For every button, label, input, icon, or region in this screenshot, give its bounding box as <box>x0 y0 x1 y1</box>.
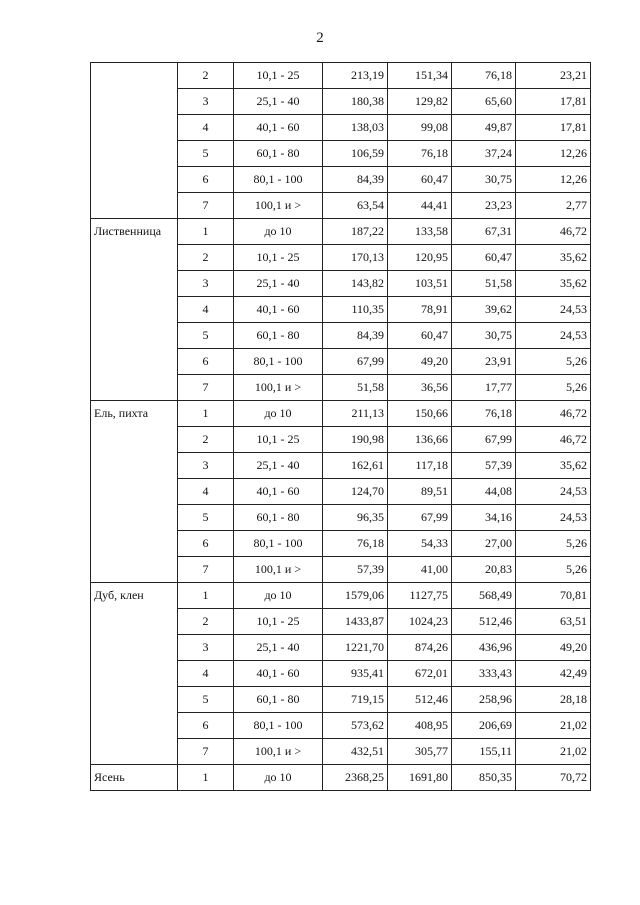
value-cell-3: 67,99 <box>452 427 516 453</box>
value-cell-2: 874,26 <box>388 635 452 661</box>
group-cell: 4 <box>178 479 234 505</box>
value-cell-4: 2,77 <box>516 193 591 219</box>
value-cell-4: 12,26 <box>516 141 591 167</box>
value-cell-3: 44,08 <box>452 479 516 505</box>
value-cell-4: 17,81 <box>516 115 591 141</box>
group-cell: 7 <box>178 375 234 401</box>
value-cell-1: 187,22 <box>323 219 388 245</box>
value-cell-2: 151,34 <box>388 63 452 89</box>
value-cell-2: 136,66 <box>388 427 452 453</box>
value-cell-3: 65,60 <box>452 89 516 115</box>
value-cell-3: 333,43 <box>452 661 516 687</box>
diameter-range-cell: 10,1 - 25 <box>234 427 323 453</box>
value-cell-2: 408,95 <box>388 713 452 739</box>
diameter-range-cell: до 10 <box>234 583 323 609</box>
diameter-range-cell: 60,1 - 80 <box>234 505 323 531</box>
value-cell-2: 76,18 <box>388 141 452 167</box>
group-cell: 2 <box>178 63 234 89</box>
value-cell-3: 258,96 <box>452 687 516 713</box>
diameter-range-cell: 10,1 - 25 <box>234 245 323 271</box>
species-cell: Дуб, клен <box>91 583 178 765</box>
value-cell-4: 17,81 <box>516 89 591 115</box>
value-cell-3: 30,75 <box>452 167 516 193</box>
value-cell-4: 12,26 <box>516 167 591 193</box>
value-cell-2: 36,56 <box>388 375 452 401</box>
value-cell-1: 170,13 <box>323 245 388 271</box>
value-cell-1: 51,58 <box>323 375 388 401</box>
value-cell-1: 432,51 <box>323 739 388 765</box>
group-cell: 7 <box>178 739 234 765</box>
group-cell: 6 <box>178 167 234 193</box>
value-cell-3: 60,47 <box>452 245 516 271</box>
value-cell-4: 70,72 <box>516 765 591 791</box>
value-cell-2: 67,99 <box>388 505 452 531</box>
diameter-range-cell: 80,1 - 100 <box>234 713 323 739</box>
group-cell: 5 <box>178 141 234 167</box>
group-cell: 1 <box>178 583 234 609</box>
value-cell-3: 436,96 <box>452 635 516 661</box>
group-cell: 4 <box>178 661 234 687</box>
diameter-range-cell: до 10 <box>234 219 323 245</box>
diameter-range-cell: до 10 <box>234 401 323 427</box>
value-cell-1: 180,38 <box>323 89 388 115</box>
value-cell-3: 37,24 <box>452 141 516 167</box>
value-cell-1: 138,03 <box>323 115 388 141</box>
value-cell-3: 51,58 <box>452 271 516 297</box>
value-cell-4: 24,53 <box>516 479 591 505</box>
value-cell-2: 129,82 <box>388 89 452 115</box>
value-cell-4: 24,53 <box>516 505 591 531</box>
value-cell-2: 44,41 <box>388 193 452 219</box>
diameter-range-cell: 40,1 - 60 <box>234 297 323 323</box>
diameter-range-cell: 40,1 - 60 <box>234 479 323 505</box>
group-cell: 5 <box>178 687 234 713</box>
value-cell-2: 1691,80 <box>388 765 452 791</box>
value-cell-3: 76,18 <box>452 401 516 427</box>
value-cell-4: 35,62 <box>516 271 591 297</box>
species-cell <box>91 63 178 219</box>
diameter-range-cell: 100,1 и > <box>234 557 323 583</box>
value-cell-2: 1024,23 <box>388 609 452 635</box>
value-cell-1: 76,18 <box>323 531 388 557</box>
diameter-range-cell: 25,1 - 40 <box>234 89 323 115</box>
diameter-range-cell: 60,1 - 80 <box>234 141 323 167</box>
value-cell-2: 49,20 <box>388 349 452 375</box>
table-row <box>91 63 591 89</box>
value-cell-3: 30,75 <box>452 323 516 349</box>
value-cell-1: 84,39 <box>323 323 388 349</box>
value-cell-4: 46,72 <box>516 427 591 453</box>
value-cell-4: 46,72 <box>516 219 591 245</box>
value-cell-4: 5,26 <box>516 531 591 557</box>
value-cell-1: 124,70 <box>323 479 388 505</box>
value-cell-1: 63,54 <box>323 193 388 219</box>
species-cell: Лиственница <box>91 219 178 401</box>
value-cell-4: 35,62 <box>516 453 591 479</box>
diameter-range-cell: 25,1 - 40 <box>234 271 323 297</box>
diameter-range-cell: 100,1 и > <box>234 193 323 219</box>
value-cell-2: 512,46 <box>388 687 452 713</box>
species-cell: Ель, пихта <box>91 401 178 583</box>
group-cell: 3 <box>178 271 234 297</box>
value-cell-4: 23,21 <box>516 63 591 89</box>
diameter-range-cell: 80,1 - 100 <box>234 167 323 193</box>
value-cell-1: 1221,70 <box>323 635 388 661</box>
value-cell-2: 150,66 <box>388 401 452 427</box>
value-cell-4: 35,62 <box>516 245 591 271</box>
value-cell-3: 17,77 <box>452 375 516 401</box>
value-cell-2: 133,58 <box>388 219 452 245</box>
value-cell-2: 78,91 <box>388 297 452 323</box>
value-cell-1: 1579,06 <box>323 583 388 609</box>
diameter-range-cell: 40,1 - 60 <box>234 661 323 687</box>
value-cell-3: 23,23 <box>452 193 516 219</box>
group-cell: 2 <box>178 245 234 271</box>
value-cell-4: 24,53 <box>516 323 591 349</box>
value-cell-1: 573,62 <box>323 713 388 739</box>
value-cell-4: 63,51 <box>516 609 591 635</box>
value-cell-3: 512,46 <box>452 609 516 635</box>
diameter-range-cell: 10,1 - 25 <box>234 609 323 635</box>
value-cell-2: 305,77 <box>388 739 452 765</box>
value-cell-3: 76,18 <box>452 63 516 89</box>
group-cell: 6 <box>178 349 234 375</box>
value-cell-4: 24,53 <box>516 297 591 323</box>
group-cell: 1 <box>178 219 234 245</box>
value-cell-4: 42,49 <box>516 661 591 687</box>
group-cell: 6 <box>178 713 234 739</box>
value-cell-1: 1433,87 <box>323 609 388 635</box>
value-cell-1: 143,82 <box>323 271 388 297</box>
value-cell-1: 162,61 <box>323 453 388 479</box>
group-cell: 1 <box>178 401 234 427</box>
value-cell-3: 49,87 <box>452 115 516 141</box>
value-cell-2: 60,47 <box>388 167 452 193</box>
table-row <box>91 401 591 427</box>
value-cell-3: 67,31 <box>452 219 516 245</box>
group-cell: 5 <box>178 323 234 349</box>
group-cell: 7 <box>178 193 234 219</box>
value-cell-3: 850,35 <box>452 765 516 791</box>
value-cell-2: 89,51 <box>388 479 452 505</box>
value-cell-4: 28,18 <box>516 687 591 713</box>
value-cell-3: 57,39 <box>452 453 516 479</box>
value-cell-2: 672,01 <box>388 661 452 687</box>
group-cell: 6 <box>178 531 234 557</box>
group-cell: 2 <box>178 427 234 453</box>
value-cell-1: 719,15 <box>323 687 388 713</box>
value-cell-1: 2368,25 <box>323 765 388 791</box>
diameter-range-cell: 60,1 - 80 <box>234 323 323 349</box>
value-cell-3: 568,49 <box>452 583 516 609</box>
group-cell: 1 <box>178 765 234 791</box>
diameter-range-cell: 10,1 - 25 <box>234 63 323 89</box>
rates-table <box>90 62 591 791</box>
group-cell: 7 <box>178 557 234 583</box>
species-cell: Ясень <box>91 765 178 791</box>
value-cell-3: 20,83 <box>452 557 516 583</box>
value-cell-3: 206,69 <box>452 713 516 739</box>
value-cell-2: 1127,75 <box>388 583 452 609</box>
diameter-range-cell: 60,1 - 80 <box>234 687 323 713</box>
value-cell-3: 39,62 <box>452 297 516 323</box>
value-cell-1: 96,35 <box>323 505 388 531</box>
diameter-range-cell: 25,1 - 40 <box>234 453 323 479</box>
diameter-range-cell: 100,1 и > <box>234 739 323 765</box>
value-cell-1: 213,19 <box>323 63 388 89</box>
diameter-range-cell: до 10 <box>234 765 323 791</box>
value-cell-4: 49,20 <box>516 635 591 661</box>
value-cell-1: 106,59 <box>323 141 388 167</box>
value-cell-1: 935,41 <box>323 661 388 687</box>
value-cell-3: 155,11 <box>452 739 516 765</box>
value-cell-4: 5,26 <box>516 349 591 375</box>
value-cell-2: 54,33 <box>388 531 452 557</box>
group-cell: 3 <box>178 89 234 115</box>
value-cell-1: 110,35 <box>323 297 388 323</box>
value-cell-3: 27,00 <box>452 531 516 557</box>
group-cell: 4 <box>178 297 234 323</box>
diameter-range-cell: 25,1 - 40 <box>234 635 323 661</box>
group-cell: 4 <box>178 115 234 141</box>
group-cell: 3 <box>178 453 234 479</box>
value-cell-3: 23,91 <box>452 349 516 375</box>
value-cell-1: 57,39 <box>323 557 388 583</box>
value-cell-2: 41,00 <box>388 557 452 583</box>
diameter-range-cell: 80,1 - 100 <box>234 349 323 375</box>
table-body <box>91 63 591 791</box>
value-cell-2: 120,95 <box>388 245 452 271</box>
group-cell: 2 <box>178 609 234 635</box>
table-row <box>91 219 591 245</box>
value-cell-1: 67,99 <box>323 349 388 375</box>
value-cell-4: 5,26 <box>516 375 591 401</box>
diameter-range-cell: 100,1 и > <box>234 375 323 401</box>
value-cell-2: 60,47 <box>388 323 452 349</box>
value-cell-4: 70,81 <box>516 583 591 609</box>
group-cell: 3 <box>178 635 234 661</box>
value-cell-4: 21,02 <box>516 739 591 765</box>
value-cell-2: 117,18 <box>388 453 452 479</box>
value-cell-4: 46,72 <box>516 401 591 427</box>
value-cell-1: 190,98 <box>323 427 388 453</box>
value-cell-4: 21,02 <box>516 713 591 739</box>
group-cell: 5 <box>178 505 234 531</box>
value-cell-4: 5,26 <box>516 557 591 583</box>
value-cell-2: 99,08 <box>388 115 452 141</box>
value-cell-2: 103,51 <box>388 271 452 297</box>
value-cell-1: 211,13 <box>323 401 388 427</box>
diameter-range-cell: 40,1 - 60 <box>234 115 323 141</box>
table-row <box>91 583 591 609</box>
value-cell-1: 84,39 <box>323 167 388 193</box>
value-cell-3: 34,16 <box>452 505 516 531</box>
diameter-range-cell: 80,1 - 100 <box>234 531 323 557</box>
page-number: 2 <box>316 30 324 46</box>
table-row <box>91 765 591 791</box>
